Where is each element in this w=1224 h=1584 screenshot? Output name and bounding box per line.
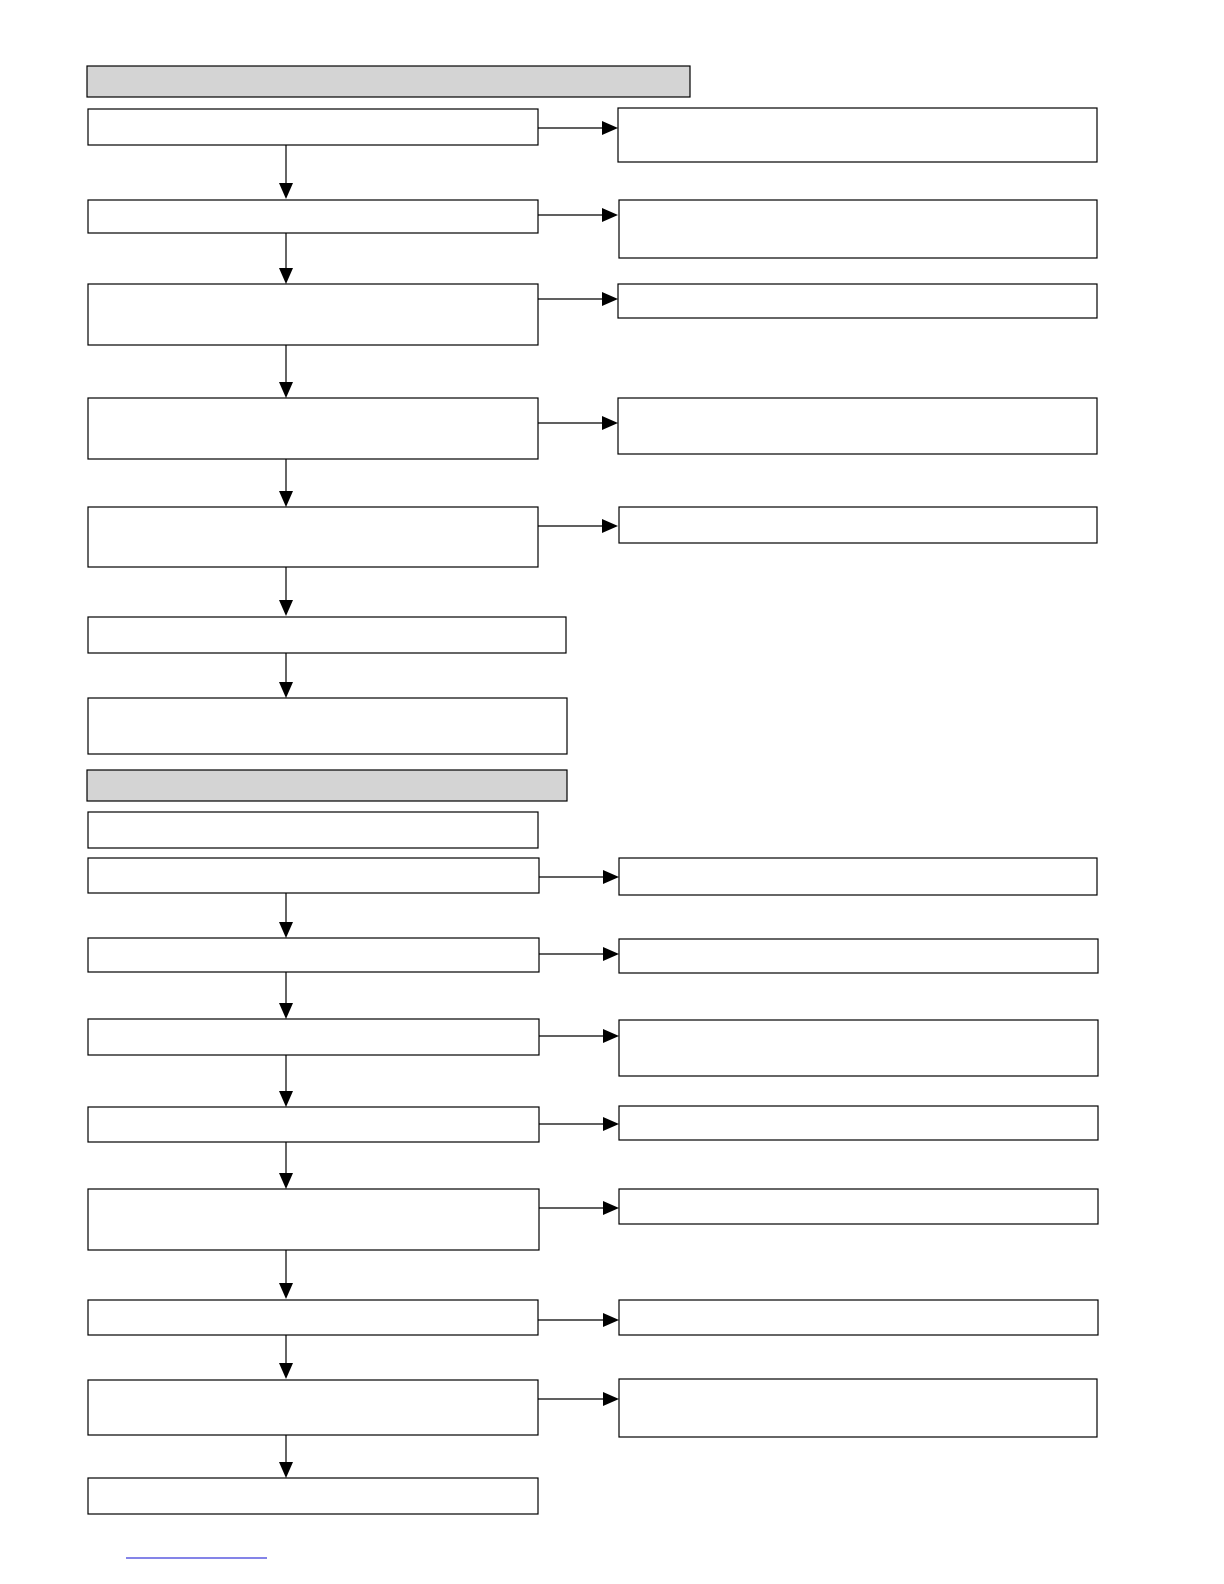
section-1-step-1-yes-arrowhead <box>602 121 618 135</box>
section-2-down-arrow-2-head <box>279 1003 293 1019</box>
section-2-result-5-box <box>619 1189 1098 1224</box>
section-2 <box>87 770 1098 1514</box>
section-2-result-2-box <box>619 939 1098 973</box>
section-1-step-3-box <box>88 284 538 345</box>
section-2-down-arrow-5-head <box>279 1283 293 1299</box>
section-2-down-arrow-7-head <box>279 1462 293 1478</box>
section-1-down-arrow-4-head <box>279 491 293 507</box>
section-2-step-1-box <box>88 858 539 893</box>
section-1-result-2-box <box>619 200 1097 258</box>
section-1-down-arrow-5-head <box>279 600 293 616</box>
section-1-step-4-box <box>88 398 538 459</box>
section-2-step-4-yes-arrowhead <box>603 1117 619 1131</box>
section-1-down-arrow-6-head <box>279 682 293 698</box>
section-2-result-4-box <box>619 1106 1098 1140</box>
section-2-step-1-yes-arrowhead <box>603 870 619 884</box>
section-1-step-1-box <box>88 109 538 145</box>
section-2-result-7-box <box>619 1379 1097 1437</box>
section-2-step-7-box <box>88 1380 538 1435</box>
section-1-step-2-box <box>88 200 538 233</box>
section-1-step-3-yes-arrowhead <box>602 292 618 306</box>
section-2-step-8-box <box>88 1478 538 1514</box>
section-2-step-4-box <box>88 1107 539 1142</box>
section-1-result-5-box <box>619 507 1097 543</box>
section-2-result-3-box <box>619 1020 1098 1076</box>
section-1-step-5-yes-arrowhead <box>602 519 618 533</box>
section-2-down-arrow-1-head <box>279 922 293 938</box>
section-2-step-2-box <box>88 938 539 972</box>
section-1-result-1-box <box>618 108 1097 162</box>
section-1-result-3-box <box>618 284 1097 318</box>
section-1-step-5-box <box>88 507 538 567</box>
section-2-note-box <box>88 812 538 848</box>
section-2-header <box>87 770 567 801</box>
section-2-result-1-box <box>619 858 1097 895</box>
section-2-step-3-box <box>88 1019 539 1055</box>
section-1-down-arrow-1-head <box>279 183 293 199</box>
section-2-down-arrow-3-head <box>279 1091 293 1107</box>
section-2-step-6-yes-arrowhead <box>603 1313 619 1327</box>
section-1-step-2-yes-arrowhead <box>602 208 618 222</box>
section-2-result-6-box <box>619 1300 1098 1335</box>
section-1 <box>87 66 1097 754</box>
section-1-result-4-box <box>618 398 1097 454</box>
section-2-down-arrow-6-head <box>279 1363 293 1379</box>
section-2-step-6-box <box>88 1300 538 1335</box>
section-2-step-5-yes-arrowhead <box>603 1201 619 1215</box>
section-2-down-arrow-4-head <box>279 1173 293 1189</box>
section-1-step-4-yes-arrowhead <box>602 416 618 430</box>
section-1-down-arrow-2-head <box>279 268 293 284</box>
section-1-step-6-box <box>88 617 566 653</box>
section-2-step-2-yes-arrowhead <box>603 947 619 961</box>
section-1-header <box>87 66 690 97</box>
section-2-step-7-yes-arrowhead <box>603 1392 619 1406</box>
section-1-step-7-box <box>88 698 567 754</box>
section-2-step-5-box <box>88 1189 539 1250</box>
section-2-step-3-yes-arrowhead <box>603 1029 619 1043</box>
section-1-down-arrow-3-head <box>279 382 293 398</box>
